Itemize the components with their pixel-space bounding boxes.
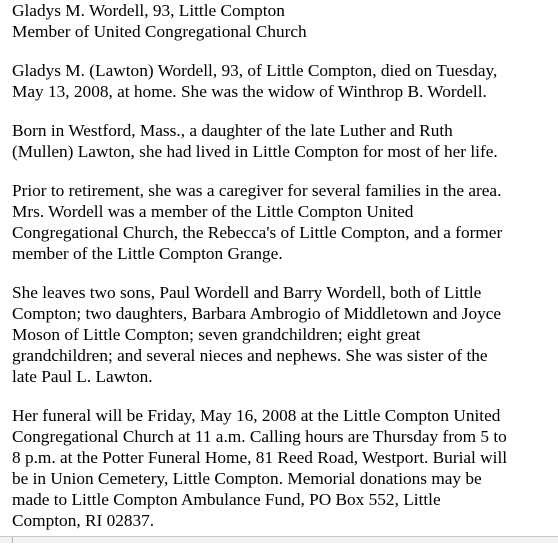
edge-divider [12, 537, 13, 543]
text-line: grandchildren; and several nieces and nephews. She was sister of the [12, 346, 488, 365]
paragraph-death-notice [12, 60, 558, 102]
text-line: She leaves two sons, Paul Wordell and Barry Wordell, both of Little [12, 283, 482, 302]
text-line: Congregational Church, the Rebecca's of Little Compton, and a former [12, 223, 503, 242]
text-line: Compton; two daughters, Barbara Ambrogio of Middletown and Joyce [12, 304, 502, 323]
paragraph-career [12, 180, 558, 264]
text-line: (Mullen) Lawton, she had lived in Little Compton for most of her life. [12, 142, 498, 161]
obituary-header [12, 0, 558, 42]
text-line: Her funeral will be Friday, May 16, 2008 at the Little Compton United [12, 406, 501, 425]
window-bottom-edge [0, 536, 558, 543]
paragraph-birth [12, 120, 558, 162]
text-line: Prior to retirement, she was a caregiver for several families in the area. [12, 181, 502, 200]
headline: Gladys M. Wordell, 93, Little Compton [12, 1, 285, 20]
text-line: Moson of Little Compton; seven grandchildren; eight great [12, 325, 421, 344]
paragraph-survivors [12, 282, 558, 387]
text-line: be in Union Cemetery, Little Compton. Memorial donations may be [12, 469, 482, 488]
text-line: made to Little Compton Ambulance Fund, PO Box 552, Little [12, 490, 441, 509]
text-line: Congregational Church at 11 a.m. Calling hours are Thursday from 5 to [12, 427, 507, 446]
text-line: late Paul L. Lawton. [12, 367, 153, 386]
subheadline: Member of United Congregational Church [12, 22, 307, 41]
text-line: May 13, 2008, at home. She was the widow of Winthrop B. Wordell. [12, 82, 487, 101]
obituary-document [12, 0, 558, 549]
text-line: Born in Westford, Mass., a daughter of the late Luther and Ruth [12, 121, 453, 140]
text-line: 8 p.m. at the Potter Funeral Home, 81 Reed Road, Westport. Burial will [12, 448, 508, 467]
paragraph-funeral [12, 405, 558, 531]
text-line: member of the Little Compton Grange. [12, 244, 283, 263]
text-line: Compton, RI 02837. [12, 511, 155, 530]
text-line: Gladys M. (Lawton) Wordell, 93, of Little Compton, died on Tuesday, [12, 61, 498, 80]
text-line: Mrs. Wordell was a member of the Little Compton United [12, 202, 414, 221]
